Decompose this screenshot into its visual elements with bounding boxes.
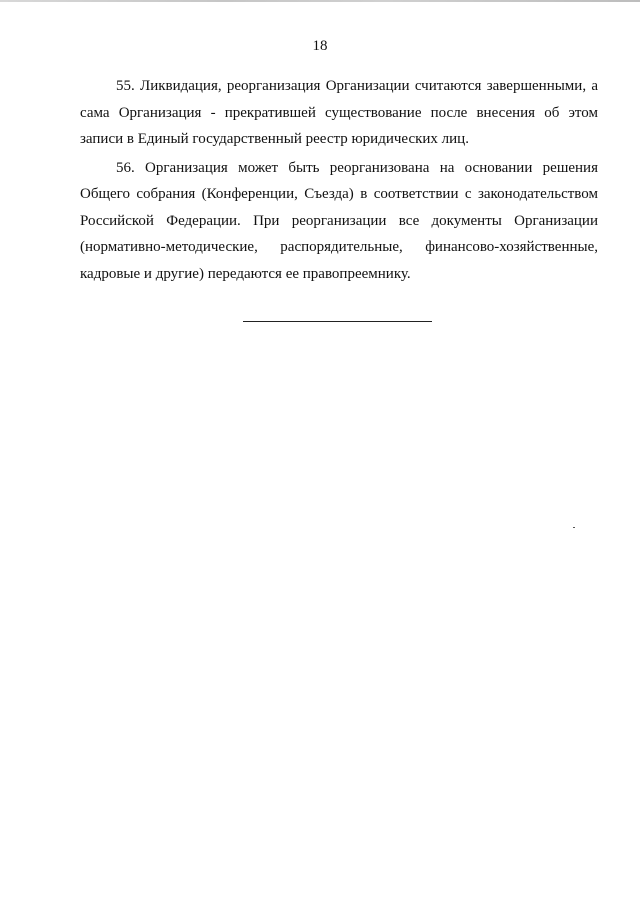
- closing-separator-line: [243, 321, 432, 322]
- paragraph-56: 56. Организация может быть реорганизована на основании решения Общего собрания (Конференции, Съезда) в соответствии с законодательством Российской Федерации. При реорганизации все документы Организации (нормативно-методические, распорядительные, финансово-хозяйственные, кадровые и другие) передаются ее правопреемнику.: [80, 159, 598, 282]
- page-number: 18: [312, 38, 328, 54]
- scan-artifact-dot: [573, 527, 575, 528]
- scan-edge-line: [0, 0, 640, 2]
- paragraph-55: 55. Ликвидация, реорганизация Организации считаются завершенными, а сама Организация - прекратившей существование после внесения об этом записи в Единый государственный реестр юридических лиц.: [80, 78, 598, 147]
- document-body: [80, 73, 598, 289]
